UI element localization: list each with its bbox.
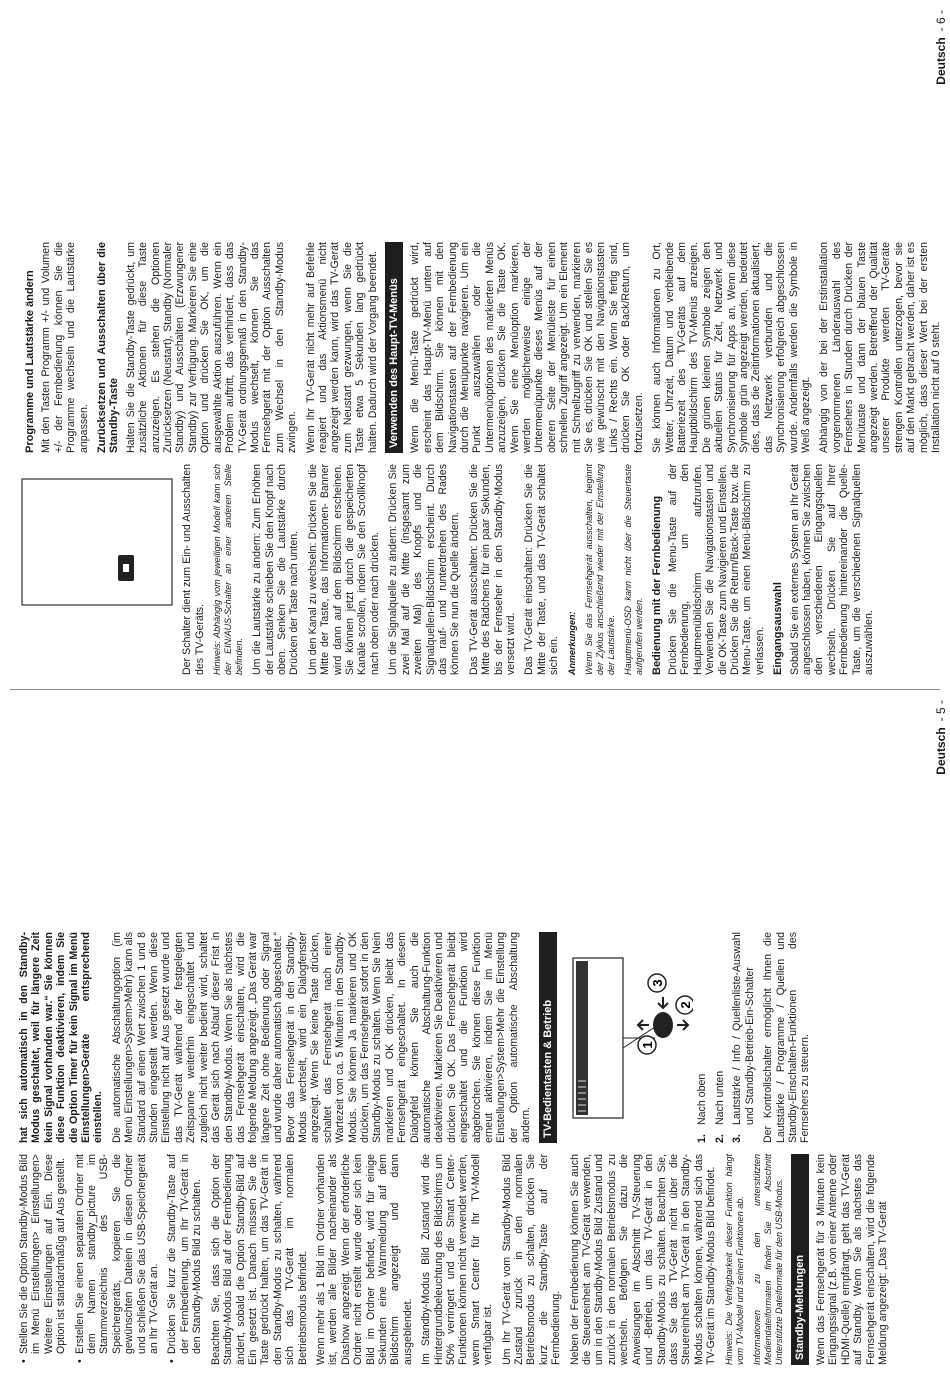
note: Hauptmenü-OSD kann nicht über die Steuertaste aufgerufen werden.	[622, 464, 644, 675]
manual-page-5	[0, 690, 950, 1379]
footer-language: Deutsch	[934, 37, 948, 85]
paragraph: Halten Sie die Standby-Taste gedrückt, um zusätzliche Aktionen für diese Taste anzuzeigen. Es stehen die Optionen Zurücksetzen (Neustart), Standby (Normaler Standby) und Ausschalten (Erzwungener Standby) zur Verfügung. Markieren Sie eine Option und drücken Sie OK, um die ausgewählte Aktion auszuführen. Wenn ein Problem auftritt, das verhindert, dass das TV-Gerät ordnungsgemäß in den Standby-Modus wechselt, können Sie das Fernsehgerät mit der Option Ausschalten zum Wechsel in den Standby-Modus zwingen.	[124, 242, 299, 453]
heading-reset-standby: Zurücksetzen und Ausschalten über die Standby-Taste	[96, 242, 121, 453]
paragraph: Das TV-Gerät einschalten: Drücken Sie die Mitte der Taste, und das TV-Gerät schaltet sich ein.	[523, 464, 561, 675]
paragraph: Wenn die Menü-Taste gedrückt wird, erscheint das Haupt-TV-Menü unten auf dem Bildschirm. Sie können mit den Navigationstasten auf der Fernbedienung durch die Menüpunkte navigieren. Um ein Punkt auszuwählen oder die Untermenüoptionen des markierten Menüs anzuzeigen, drücken Sie die Taste OK. Wenn Sie eine Menüoption markieren, werden möglicherweise einige der Untermenüpunkte dieses Menüs auf der oberen Seite der Menüleiste für einen schnellen Zugriff angezeigt. Um ein Element mit Schnellzugriff zu verwenden, markieren Sie es, drücken Sie OK und stellen Sie es wie gewünscht mit den Navigationstasten Links / Rechts ein. Wenn Sie fertig sind, drücken Sie OK oder Back/Return, um fortzusetzen.	[409, 242, 645, 453]
page5-column-left	[18, 1154, 895, 1365]
tv-back-outline	[22, 479, 172, 605]
section-header-tv-controls: TV-Bedientasten & Betrieb	[539, 932, 557, 1143]
section-header-main-menu: Verwenden des Haupt-TV-Menüs	[385, 242, 403, 453]
page6-footer	[934, 10, 948, 85]
heading-input-selection: Eingangsauswahl	[772, 582, 785, 675]
note: Informationen zu den unterstützten Mediendateiformaten finden Sie im Abschnitt Unterstützte Dateiformate für den USB-Modus.	[751, 1154, 784, 1365]
paragraph: Wenn mehr als 1 Bild im Ordner vorhanden ist, werden alle Bilder nacheinander als Diashow angezeigt. Wenn der erforderliche Ordner nicht erstellt wurde oder sich kein Bild im Ordner befindet, wird für einige Sekunden eine Warnmeldung auf dem Bildschirm angezeigt und dann ausgeblendet.	[314, 1154, 414, 1365]
paragraph: Der Kontrollschalter ermöglicht Ihnen die Lautstärke / Programme / Quellen und Standby-Einschalten-Funktionen des Fernsehers zu steuern.	[762, 932, 812, 1143]
paragraph: hat sich automatisch in den Standby-Modus geschaltet, weil für längere Zeit kein Signal vorhanden war.“ Sie können diese Funktion deaktivieren, indem Sie die Option Timer für kein Signal im Menü Einstellungen>Geräte entsprechend einstellen.	[18, 932, 105, 1143]
note: Wenn Sie das Fernsehgerät ausschalten, beginnt der Zyklus anschließend wieder mit der Einstellung der Lautstärke.	[583, 464, 616, 675]
paragraph: Abhängig von der bei der Erstinstallation vorgenommenen Länderauswahl des Fernsehers in Stunden durch Drücken der Menütaste und dann der blauen Taste angezeigt werden. Betreffend der Qualität unserer Produkte werden TV-Geräte strengen Kontrollen unterzogen, bevor sie auf den Markt gebracht werden, daher ist es möglich, dass dieser Wert bei der ersten Installation nicht auf 0 steht.	[818, 242, 943, 453]
footer-page-number: - 5 -	[934, 700, 948, 722]
paragraph: Um die Signalquelle zu ändern: Drücken Sie zwei Mal auf die Mitte (insgesamt zum zweiten Mal) des Knopfs und die Signalquellen-Bildschirm erscheint. Durch das rauf- und runterdrehen des Rades können Sie nun die Quelle ändern.	[387, 464, 462, 675]
page6-column-right	[18, 242, 948, 453]
note: Hinweis: Abhängig vom jeweiligen Modell kann sich der EIN/AUS-Schalter an einer anderen Stelle befinden.	[212, 464, 245, 675]
paragraph: Um die Lautstärke zu ändern: Zum Erhöhen der Lautstärke schieben Sie den Knopf nach oben. Senken Sie die Lautstärke durch Drücken der Taste nach unten.	[251, 464, 301, 675]
bullet-create-folder: • Erstellen Sie einen separaten Ordner mit dem Namen standby_picture im Stammverzeichnis des USB-Speichergeräts, kopieren Sie die gewünschten Dateien in diesen Ordner und schließen Sie das USB-Speichergerät an Ihr TV-Gerät an.	[74, 1154, 161, 1365]
control-button-list	[696, 932, 756, 1143]
paragraph: Neben der Fernbedienung können Sie auch die Steuereinheit am TV-Gerät verwenden, um in den Standby-Modus Bild Zustand und zurück in den normalen Betriebsmodus zu wechseln. Befolgen Sie dazu die Anweisungen im Abschnitt TV-Steuerung und -Betrieb, um das TV-Gerät in den Standby-Modus zu schalten. Beachten Sie, dass Sie das TV-Gerät nicht über die Steuereinheit am TV-Gerät in den Standby-Modus schalten können, während sich das TV-Gerät im Standby-Modus Bild befindet.	[568, 1154, 718, 1365]
control-knob-icon	[653, 1012, 673, 1038]
heading-programs-volume: Programme und Lautstärke ändern	[24, 270, 36, 453]
paragraph: Die automatische Abschaltungoption (im Menü Einstellungen>System>Mehr) kann als Standard auf einen Wert zwischen 1 und 8 Stunden eingestellt werden. Wenn diese Einstellung nicht auf Aus gesetzt wurde und das TV-Gerät während der festgelegten Zeitspanne weiterhin eingeschaltet und zugleich nicht weiter bedient wird, schaltet das Gerät sich nach Ablauf dieser Frist in den Standby-Modus. Wenn Sie als nächstes das Fernsehgerät einschalten, wird die folgende Meldung angezeigt. „Das Gerät war längere Zeit ohne Bedienung oder Signal und wurde daher automatisch abgeschaltet.“ Bevor das Fernsehgerät in den Standby-Modus wechselt, wird ein Dialogfenster angezeigt. Wenn Sie keine Taste drücken, schaltet das Fernsehgerät nach einer Wartezeit von ca. 5 Minuten in den Standby-Modus. Sie können Ja markieren und OK drücken, um das Fernsehgerät sofort in den Standby-Modus zu schalten. Wenn Sie Nein markieren und OK drücken, bleibt das Fernsehgerät eingeschaltet. In diesem Dialogfeld können Sie auch die automatische Abschaltung-Funktion deaktivieren. Markieren Sie Deaktivieren und drücken Sie OK. Das Fernsehgerät bleibt eingeschaltet und die Funktion wird abgebrochen. Sie können diese Funktion erneut aktivieren, indem Sie im Menü Einstellungen>System>Mehr die Einstellung der Option automatische Abschaltung ändern.	[110, 932, 533, 1143]
tv-back-illustration	[18, 464, 178, 675]
notes-heading: Anmerkungen:	[566, 611, 577, 675]
list-item: 3. Lautstärke / Info / Quellenliste-Auswahl und Standby-Betrieb-Ein-Schalter	[731, 932, 756, 1143]
callout-1-label: 1	[640, 1041, 656, 1049]
paragraph: Das TV-Gerät ausschalten: Drücken Sie die Mitte des Rädchens für ein paar Sekunden, bis der Fernseher in den Standby-Modus versetzt wird.	[467, 464, 517, 675]
page5-column-right	[18, 932, 818, 1143]
paragraph: Im Standby-Modus Bild Zustand wird die Hintergrundbeleuchtung des Bildschirms um 50% verringert und die Smart Center-Funktionen können nicht verwendet werden, wenn Smart Center für Ihr TV-Modell verfügbar ist.	[420, 1154, 495, 1365]
paragraph: Um Ihr TV-Gerät vom Standby-Modus Bild Zustand zurück in den normalen Betriebsmodus zu schalten, drücken Sie kurz die Standby-Taste auf der Fernbedienung.	[500, 1154, 563, 1365]
bullet-press-standby: • Drücken Sie kurz die Standby-Taste auf der Fernbedienung, um Ihr TV-Gerät in den Standby-Modus Bild zu schalten.	[166, 1154, 203, 1365]
paragraph: Sie können auch Informationen zu Ort, Wetter, Uhrzeit, Datum und verbleibende Batteriezeit des TV-Geräts auf dem Hauptbildschirm des TV-Menüs anzeigen. Die grünen kleinen Symbole zeigen den aktuellen Status für Zeit, Netzwerk und Synchronisierung für Apps an. Wenn diese Symbole grün angezeigt werden, bedeutet dies, dass die Zeitinformationen aktualisiert, das Netzwerk verbunden und die Synchronisierung erfolgreich abgeschlossen wurde. Andernfalls werden die Symbole in Weiß angezeigt.	[651, 242, 812, 453]
note: Hinweis: Die Verfügbarkeit dieser Funktion hängt vom TV-Modell und seinen Funktionen ab.	[723, 1154, 745, 1365]
list-item: 2. Nach unten	[713, 1070, 726, 1143]
tv-bottom-bezel	[576, 961, 588, 1115]
list-item: 1. Nach oben	[696, 1073, 709, 1143]
paragraph: Wenn das Fernsehgerät für 3 Minuten kein Eingangssignal (z.B. von einer Antenne oder HDMI-Quelle) empfängt, geht das TV-Gerät auf Standby. Wenn Sie als nächstes das Fernsehgerät einschalten, wird die folgende Meldung angezeigt: „Das TV-Gerät	[814, 1154, 889, 1365]
paragraph: Mit den Tasten Programm +/- und Volumen +/- der Fernbedienung können Sie die Programme wechseln und die Lautstärke anpassen.	[40, 242, 90, 453]
footer-language: Deutsch	[934, 727, 948, 775]
paragraph: Um den Kanal zu wechseln: Drücken Sie die Mitte der Taste, das Informationen- Banner wird dann auf dem Bildschirm erscheinen. Sie können jetzt durch die gespeicherten Kanäle scrollen, indem Sie den Scrollknopf nach oben oder nach drücken.	[306, 464, 381, 675]
page-divider	[10, 689, 940, 690]
paragraph: Wenn Ihr TV-Gerät nicht mehr auf Befehle reagiert und das Aktionsmenü nicht angezeigt werden kann, wird das TV-Gerät zum Neustart gezwungen, wenn Sie die Taste etwa 5 Sekunden lang gedrückt halten. Dadurch wird der Vorgang beendet.	[304, 242, 379, 453]
paragraph: Sobald Sie ein externes System an Ihr Gerät angeschlossen haben, können Sie zwischen den verschiedenen Eingangsquellen wechseln. Drücken Sie auf Ihrer Fernbedienung hintereinander die Quelle-Taste, um die verschiedenen Signalquellen auszuwählen.	[788, 464, 876, 675]
tv-control-illustration	[563, 932, 693, 1143]
manual-page-6	[0, 0, 950, 689]
paragraph: Drücken Sie die Menu-Taste auf der Fernbedienung, um den Hauptmenübildschirm aufzurufen. Verwenden Sie die Navigationstasten und die OK-Taste zum Navigieren und Einstellen. Drücken Sie die Return/Back-Taste bzw. die Menu-Taste, um einen Menü-Bildschirm zu verlassen.	[666, 464, 766, 675]
footer-page-number: - 6 -	[934, 10, 948, 32]
heading-remote-operation: Bedienung mit der Fernbedienung	[650, 495, 663, 675]
page6-column-left	[18, 464, 881, 675]
bullet-standby-picture-setting: • Stellen Sie die Option Standby-Modus Bild im Menü Einstellungen> Einstellungen> Weitere Einstellungen auf Ein. Diese Option ist standardmäßig auf Aus gestellt.	[18, 1154, 68, 1365]
paragraph: Der Schalter dient zum Ein- und Ausschalten des TV-Geräts.	[181, 464, 206, 675]
section-header-standby-messages: Standby-Meldungen	[791, 1154, 809, 1365]
page5-footer	[934, 700, 948, 775]
paragraph: Beachten Sie, dass sich die Option der Standby-Modus Bild auf der Fernbedienung ändert, sobald die Option Standby-Bild auf Ein gesetzt ist. Danach müssen Sie die Taste gedrückt halten, um das TV-Gerät in den Standby-Modus zu schalten, während sich das TV-Gerät im normalen Betriebsmodus befindet.	[209, 1154, 309, 1365]
callout-2-label: 2	[678, 1001, 694, 1009]
callout-3-label: 3	[650, 979, 666, 987]
